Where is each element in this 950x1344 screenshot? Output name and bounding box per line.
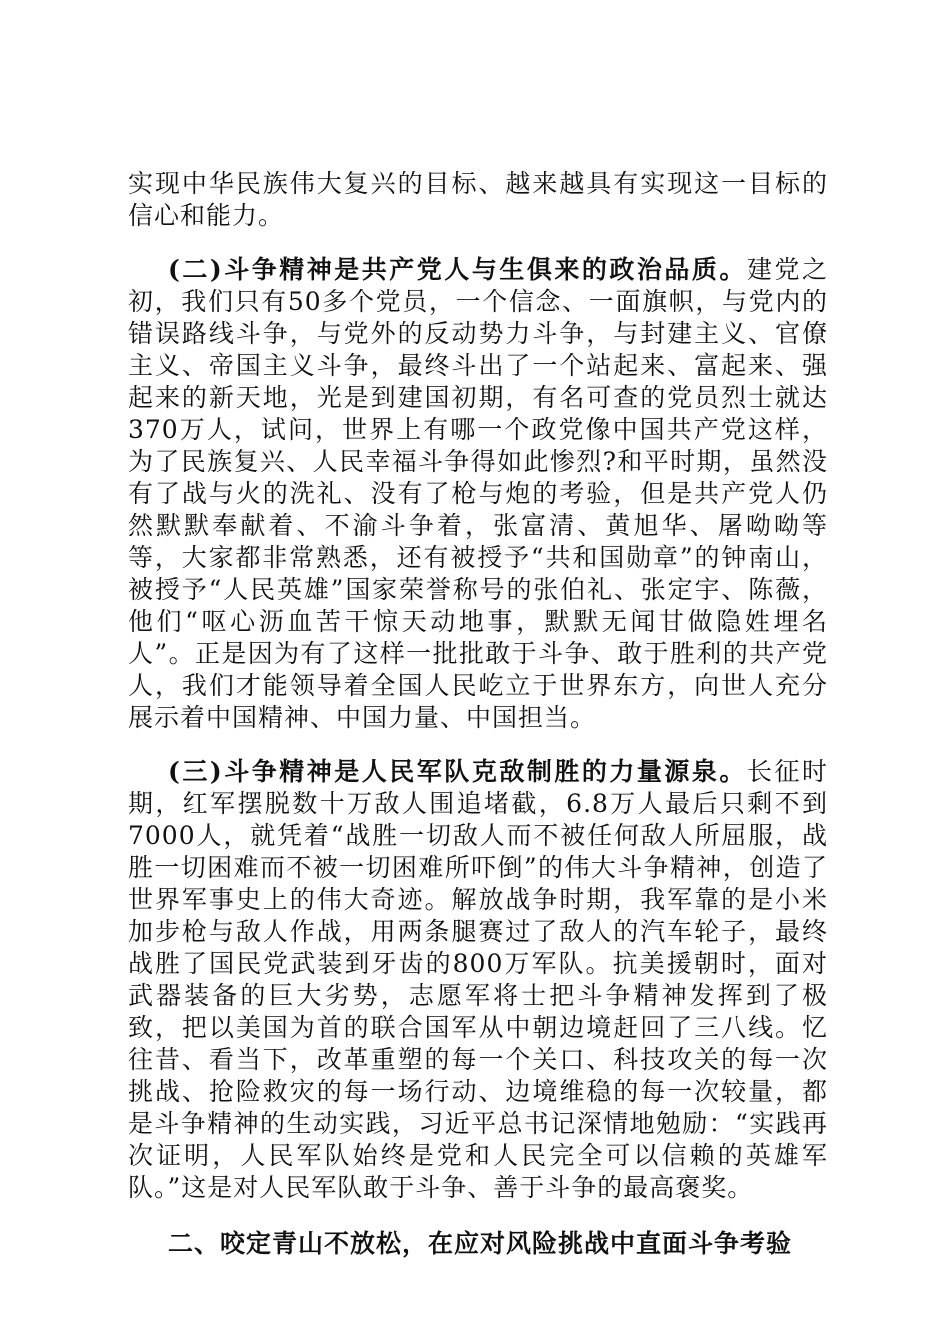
paragraph-text: 实现中华民族伟大复兴的目标、越来越具有实现这一目标的信心和能力。 [128,169,828,230]
paragraph-section-2 [128,254,828,734]
paragraph-section-3 [128,756,828,1204]
paragraph-lead-heading: (二)斗争精神是共产党人与生俱来的政治品质。 [168,255,747,284]
document-page [128,168,828,1260]
section-heading: 二、咬定青山不放松，在应对风险挑战中直面斗争考验 [168,1229,793,1258]
paragraph-text: 建党之初，我们只有50多个党员，一个信念、一面旗帜，与党内的错误路线斗争，与党外的反动势力斗争，与封建主义、官僚主义、帝国主义斗争，最终斗出了一个站起来、富起来、强起来的新天地，光是到建国初期，有名可查的党员烈士就达370万人，试问，世界上有哪一个政党像中国共产党这样，为了民族复兴、人民幸福斗争得如此惨烈?和平时期，虽然没有了战与火的洗礼、没有了枪与炮的考验，但是共产党人仍然默默奉献着、不渝斗争着，张富清、黄旭华、屠呦呦等等，大家都非常熟悉，还有被授予“共和国勋章”的钟南山，被授予“人民英雄”国家荣誉称号的张伯礼、张定宇、陈薇，他们“呕心沥血苦干惊天动地事，默默无闻甘做隐姓埋名人”。正是因为有了这样一批批敢于斗争、敢于胜利的共产党人，我们才能领导着全国人民屹立于世界东方，向世人充分展示着中国精神、中国力量、中国担当。 [128,255,828,732]
paragraph-lead-heading: (三)斗争精神是人民军队克敌制胜的力量源泉。 [168,757,747,786]
paragraph-continuation [128,168,828,232]
paragraph-text: 长征时期，红军摆脱数十万敌人围追堵截，6.8万人最后只剩不到7000人，就凭着“战胜一切敌人而不被任何敌人所屈服，战胜一切困难而不被一切困难所吓倒”的伟大斗争精神，创造了世界军事史上的伟大奇迹。解放战争时期，我军靠的是小米加步枪与敌人作战，用两条腿赛过了敌人的汽车轮子，最终战胜了国民党武装到牙齿的800万军队。抗美援朝时，面对武器装备的巨大劣势，志愿军将士把斗争精神发挥到了极致，把以美国为首的联合国军从中朝边境赶回了三八线。忆往昔、看当下，改革重塑的每一个关口、科技攻关的每一次挑战、抢险救灾的每一场行动、边境维稳的每一次较量，都是斗争精神的生动实践，习近平总书记深情地勉励：“实践再次证明，人民军队始终是党和人民完全可以信赖的英雄军队。”这是对人民军队敢于斗争、善于斗争的最高褒奖。 [128,757,828,1202]
